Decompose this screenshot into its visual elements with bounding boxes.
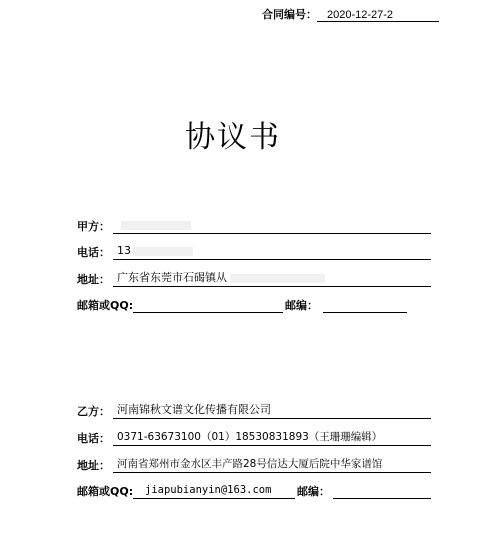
party-a-postcode-label: 邮编： bbox=[285, 299, 318, 312]
document-title: 协议书 bbox=[185, 120, 281, 155]
party-a-phone-row bbox=[77, 244, 437, 260]
party-a-address-value: 广东省东莞市石碣镇从 bbox=[117, 271, 227, 284]
redacted-block bbox=[121, 221, 191, 230]
party-b-address-label: 地址： bbox=[77, 459, 110, 472]
party-a-email-label: 邮箱或QQ: bbox=[77, 299, 134, 312]
party-a-phone-label: 电话： bbox=[77, 246, 110, 259]
party-a-postcode-line bbox=[323, 297, 407, 313]
party-b-email-label: 邮箱或QQ: bbox=[77, 485, 134, 498]
party-b-name-value: 河南锦秋文谱文化传播有限公司 bbox=[117, 403, 271, 416]
party-a-email-row bbox=[77, 297, 417, 313]
party-b-name-line bbox=[113, 403, 431, 419]
party-b-phone-line bbox=[113, 430, 431, 446]
contract-number bbox=[262, 6, 439, 22]
party-b-address-value: 河南省郑州市金水区丰产路28号信达大厦后院中华家谱馆 bbox=[117, 458, 383, 470]
party-a-address-line bbox=[113, 271, 431, 287]
party-b-row bbox=[77, 403, 437, 419]
party-a-address-label: 地址： bbox=[77, 273, 110, 286]
party-a-address-row bbox=[77, 271, 437, 287]
party-b-email-value: jiapubianyin@163.com bbox=[145, 484, 272, 496]
party-b-label: 乙方： bbox=[77, 405, 110, 418]
party-b-phone-row bbox=[77, 430, 437, 446]
party-b-email-line bbox=[133, 483, 295, 499]
party-a-row bbox=[77, 218, 437, 234]
party-a-name-line bbox=[113, 218, 431, 234]
contract-number-label: 合同编号： bbox=[262, 8, 317, 21]
party-a-email-line bbox=[133, 297, 283, 313]
party-b-phone-value: 0371-63673100（01）18530831893（王珊珊编辑） bbox=[117, 431, 383, 443]
party-b-phone-label: 电话： bbox=[77, 432, 110, 445]
party-a-phone-line bbox=[113, 244, 431, 260]
party-b-address-line bbox=[113, 457, 431, 473]
party-b-postcode-line bbox=[333, 483, 431, 499]
redacted-block bbox=[133, 247, 193, 256]
party-b-postcode-label: 邮编： bbox=[297, 485, 330, 498]
party-b-address-row bbox=[77, 457, 437, 473]
party-b-email-row bbox=[77, 483, 437, 499]
contract-number-value: 2020-12-27-2 bbox=[317, 9, 439, 22]
party-a-label: 甲方： bbox=[77, 220, 110, 233]
party-a-phone-value: 13 bbox=[117, 244, 131, 257]
redacted-block bbox=[230, 274, 325, 283]
